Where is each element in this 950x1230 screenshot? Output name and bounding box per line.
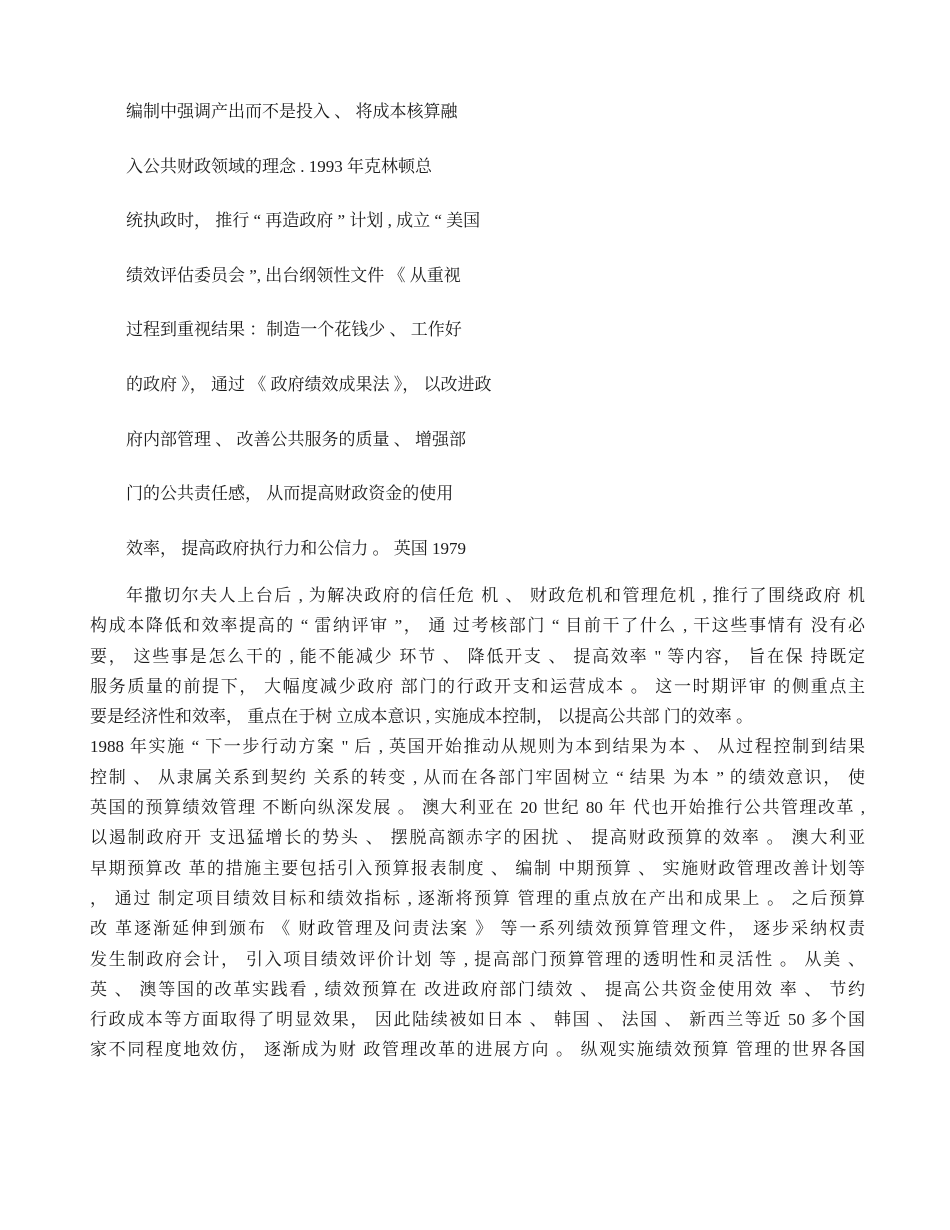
text-line: 府内部管理 、 改善公共服务的质量 、 增强部 [126,429,466,449]
text-line: 过程到重视结果 ：制造一个花钱少 、 工作好 [126,320,462,340]
paragraph-line: 改 革逐渐延伸到颁布 《 财政管理及问责法案 》 等一系列绩效预算管理文件， 逐步采纳权责 [90,919,865,939]
narrow-column-text [126,98,586,589]
paragraph-line: 行政成本等方面取得了明显效果， 因此陆续被如日本 、 韩国 、 法国 、 新西兰等近 50 多个国 [90,1010,865,1030]
paragraph-line: ， 通过 制定项目绩效目标和绩效指标 , 逐渐将预算 管理的重点放在产出和成果上 。 之后预算 [90,888,865,908]
text-line: 入公共财政领域的理念 . 1993 年克林顿总 [126,156,432,176]
paragraph-line: 家不同程度地效仿， 逐渐成为财 政管理改革的进展方向 。 纵观实施绩效预算 管理的世界各国 [90,1040,865,1060]
text-line: 门的公共责任感， 从而提高财政资金的使用 [126,484,454,504]
paragraph-line: 服务质量的前提下， 大幅度减少政府 部门的行政开支和运营成本 。 这一时期评审 的侧重点主 [90,676,865,696]
paragraph-line: 发生制政府会计， 引入项目绩效评价计划 等 , 提高部门预算管理的透明性和灵活性 。 从美 、 [90,949,865,969]
paragraph-line: 控制 、 从隶属关系到契约 关系的转变 , 从而在各部门牢固树立 “ 结果 为本 ” 的绩效意识， 使 [90,767,865,787]
text-line: 统执政时， 推行 “ 再造政府 ” 计划 , 成立 “ 美国 [126,211,481,231]
paragraph-line: 以遏制政府开 支迅猛增长的势头 、 摆脱高额赤字的困扰 、 提高财政预算的效率 。 澳大利亚 [90,828,865,848]
paragraph-line: 1988 年实施 “ 下一步行动方案 " 后 , 英国开始推动从规则为本到结果为本 、 从过程控制到结果 [90,737,865,757]
paragraph-line: 年撒切尔夫人上台后 , 为解决政府的信任危 机 、 财政危机和管理危机 , 推行了围绕政府 机 [126,586,865,605]
text-line: 效率， 提高政府执行力和公信力 。 英国 1979 [126,538,466,558]
text-line: 绩效评估委员会 ”, 出台纲领性文件 《 从重视 [126,265,461,285]
paragraph-line: 早期预算改 革的措施主要包括引入预算报表制度 、 编制 中期预算 、 实施财政管理改善计划等 [90,858,865,878]
paragraph-line: 英 、 澳等国的改革实践看 , 绩效预算在 改进政府部门绩效 、 提高公共资金使用效 率 、 节约 [90,979,865,999]
paragraph-line: 构成本降低和效率提高的 “ 雷纳评审 ”， 通 过考核部门 “ 目前干了什么 , 干这些事情有 没有必 [90,616,865,636]
paragraph-line: 要， 这些事是怎么干的 , 能不能减少 环节 、 降低开支 、 提高效率 " 等内容， 旨在保 持既定 [90,646,865,666]
body-paragraph [90,581,865,1066]
text-line: 的政府 》， 通过 《 政府绩效成果法 》， 以改进政 [126,374,492,394]
paragraph-line: 英国的预算绩效管理 不断向纵深发展 。 澳大利亚在 20 世纪 80 年 代也开始推行公共管理改革 , [90,798,865,818]
text-line: 编制中强调产出而不是投入 、 将成本核算融 [126,102,458,121]
paragraph-line: 要是经济性和效率， 重点在于树 立成本意识 , 实施成本控制， 以提高公共部 门的效率 。 [90,707,753,727]
